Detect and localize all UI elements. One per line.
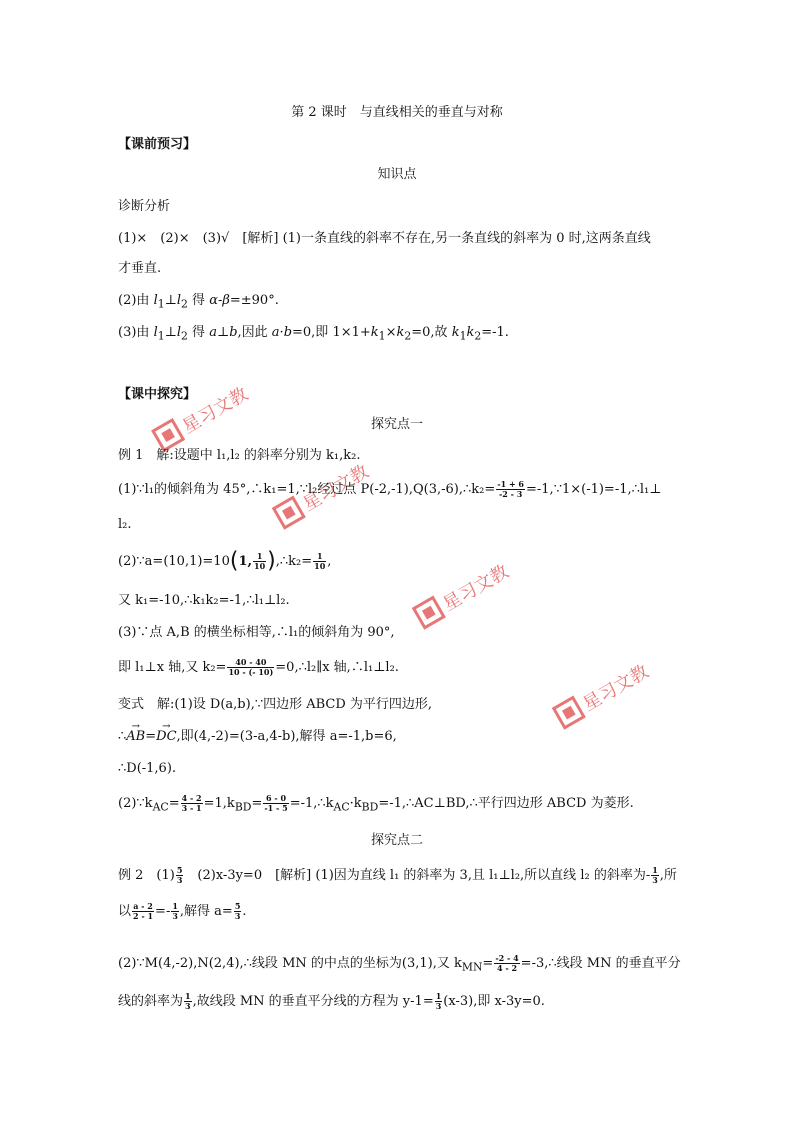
ex2-line-2: 以 $\frac{a - 2}{2 - 1}$ =- $\frac{1}{3}$ ,解得 a= $\frac{5}{3}$ . [118, 901, 247, 921]
section-preview-heading: 【课前预习】 [118, 137, 197, 152]
explore-1-heading: 探究点一 [370, 417, 423, 432]
svg-text:星习文教: 星习文教 [299, 461, 373, 516]
watermark-logo-3 [408, 543, 532, 638]
variant-line-2: ∴→ AB=→ DC,即(4,-2)=(3-a,4-b),解得 a=-1,b=6, [118, 728, 397, 746]
diagnosis-label: 诊断分析 [118, 199, 171, 214]
variant-line-4: $(2)\because k_{AC}=$ $\frac{4 - 2}{3 - 1}$ $=1,k_{BD}=$ $\frac{6 - 0}{-1 - 5}$ $=-1,\therefore k_{AC}\cdot k_{BD}=-1,\therefore AC\perp BD,\therefore$平行四边形 ABCD 为菱形. [118, 793, 634, 814]
svg-text:星习文教: 星习文教 [579, 661, 653, 716]
ex2-line-3: (2)∵M(4,-2),N(2,4),∴线段 MN 的中点的坐标为(3,1),又 $k_{MN}=$ $\frac{-2 - 4}{4 - 2}$ =-3,∴线段 MN 的垂直平分 [118, 953, 681, 974]
knowledge-heading: 知识点 [377, 167, 417, 182]
diag-line-3: (2)由 $l_1\perp l_2$ 得 α-β=±90°. [118, 293, 279, 311]
ex1-line-7: 即 l₁⊥x 轴,又 k₂= $\frac{40 - 40}{10 - (- 10)}$ =0,∴l₂∥x 轴,∴l₁⊥l₂. [118, 657, 399, 677]
variant-line-1: 变式 解:(1)设 D(a,b),∵四边形 ABCD 为平行四边形, [118, 697, 433, 712]
ex1-line-5: 又 k₁=-10,∴k₁k₂=-1,∴l₁⊥l₂. [118, 593, 290, 608]
svg-text:星习文教: 星习文教 [178, 383, 252, 438]
watermark-logo-4 [548, 643, 672, 738]
diag-line-4: (3)由 $l_1\perp l_2$ 得 a⊥b,因此 a·b=0,即 $1\times 1+k_1\times k_2=0$,故 $k_1k_2=-1$. [118, 325, 509, 343]
ex1-line-2: (1)∵l₁的倾斜角为 45°,∴k₁=1,∵l₂经过点 P(-2,-1),Q(3,-6),∴k₂= $\frac{-1 + 6}{-2 - 3}$ =-1,∵1×(-1)=-1,∴l₁⊥ [118, 479, 662, 499]
page-title: 第 2 课时 与直线相关的垂直与对称 [291, 105, 503, 120]
variant-line-3: ∴D(-1,6). [118, 761, 177, 776]
ex1-line-6: (3)∵点 A,B 的横坐标相等,∴l₁的倾斜角为 90°, [118, 625, 395, 640]
watermark-logo-icon [408, 543, 532, 638]
diag-line-2: 才垂直. [118, 261, 162, 276]
watermark-logo-icon [548, 643, 672, 738]
ex1-line-3: l₂. [118, 517, 132, 532]
section-class-heading: 【课中探究】 [118, 387, 197, 402]
ex2-line-4: 线的斜率为 $\frac{1}{3}$ ,故线段 MN 的垂直平分线的方程为 y-1= $\frac{1}{3}$ (x-3),即 x-3y=0. [118, 991, 545, 1011]
diag-line-1: (1)× (2)× (3)√ [解析] (1)一条直线的斜率不存在,另一条直线的斜率为 0 时,这两条直线 [118, 231, 651, 246]
ex2-line-1: 例 2 (1) $\frac{5}{3}$ (2)x-3y=0 [解析] (1)因为直线 l₁ 的斜率为 3,且 l₁⊥l₂,所以直线 l₂ 的斜率为- $\frac{1}{3}$ ,所 [118, 865, 677, 885]
svg-text:星习文教: 星习文教 [439, 561, 513, 616]
ex1-line-1: 例 1 解:设题中 l₁,l₂ 的斜率分别为 k₁,k₂. [118, 448, 361, 463]
explore-2-heading: 探究点二 [370, 833, 423, 848]
ex1-line-4: (2)∵a=(10,1)=10(1, $\frac{1}{10}$ ),∴k₂= $\frac{1}{10}$ , [118, 548, 332, 574]
